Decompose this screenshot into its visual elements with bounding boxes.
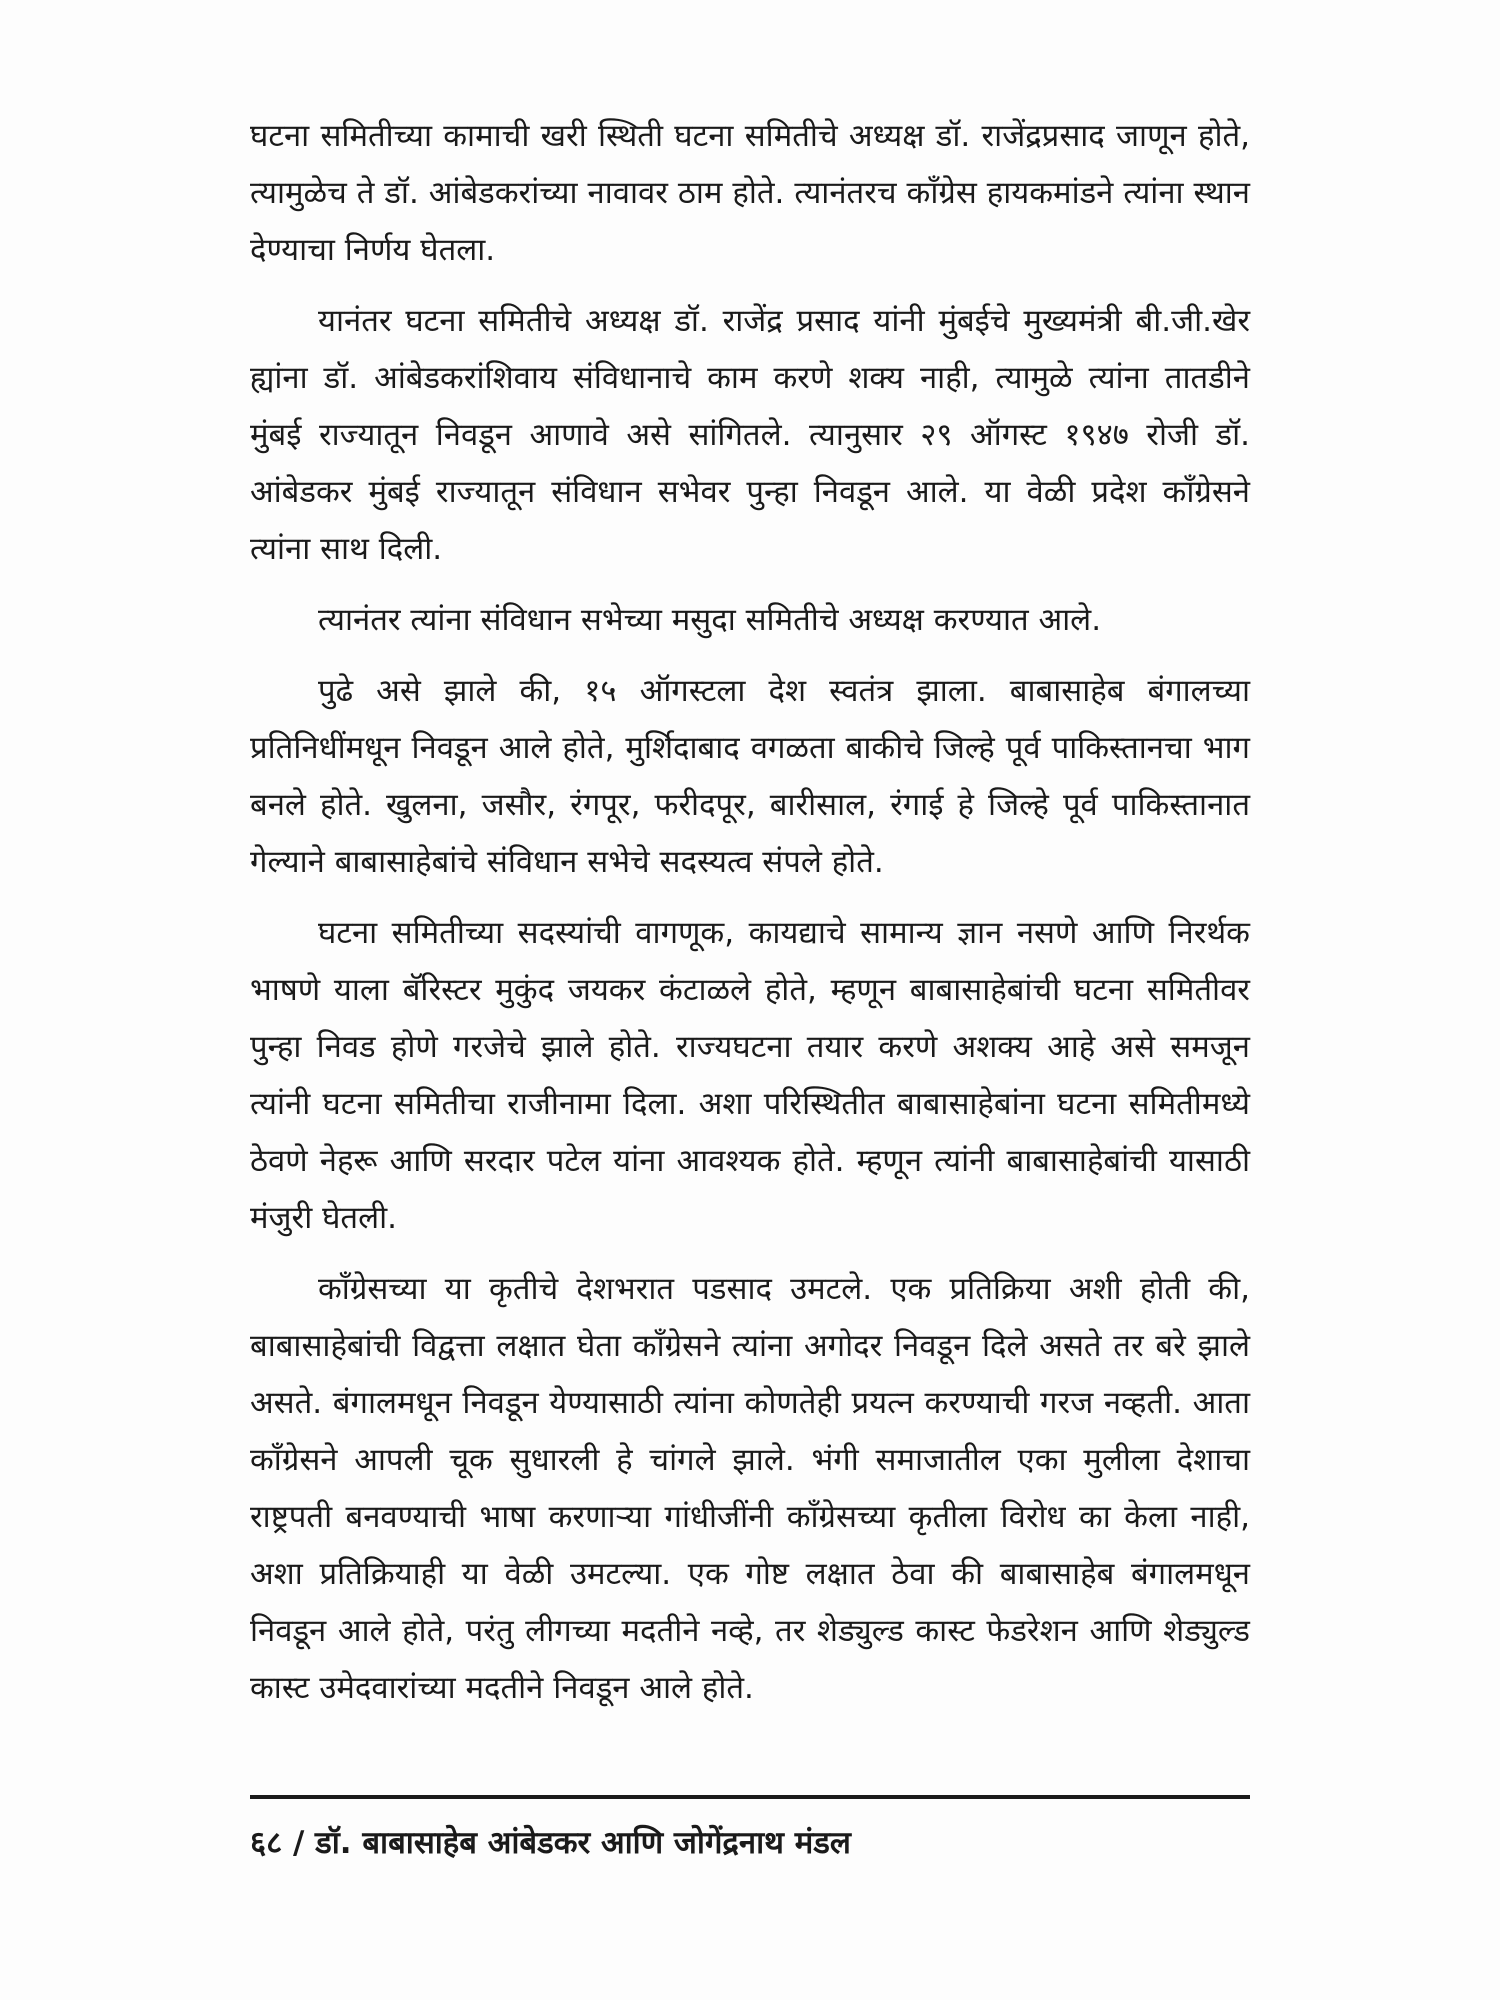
running-title: डॉ. बाबासाहेब आंबेडकर आणि जोगेंद्रनाथ मंडल [315, 1825, 851, 1861]
body-text [250, 108, 1250, 1731]
paragraph-2: यानंतर घटना समितीचे अध्यक्ष डॉ. राजेंद्र प्रसाद यांनी मुंबईचे मुख्यमंत्री बी.जी.खेर ह्यांना डॉ. आंबेडकरांशिवाय संविधानाचे काम करणे शक्य नाही, त्यामुळे त्यांना तातडीने मुंबई राज्यातून निवडून आणावे असे सांगितले. त्यानुसार २९ ऑगस्ट १९४७ रोजी डॉ. आंबेडकर मुंबई राज्यातून संविधान सभेवर पुन्हा निवडून आले. या वेळी प्रदेश काँग्रेसने त्यांना साथ दिली. [250, 303, 1250, 567]
paragraph-5: घटना समितीच्या सदस्यांची वागणूक, कायद्याचे सामान्य ज्ञान नसणे आणि निरर्थक भाषणे याला बॅरिस्टर मुकुंद जयकर कंटाळले होते, म्हणून बाबासाहेबांची घटना समितीवर पुन्हा निवड होणे गरजेचे झाले होते. राज्यघटना तयार करणे अशक्य आहे असे समजून त्यांनी घटना समितीचा राजीनामा दिला. अशा परिस्थितीत बाबासाहेबांना घटना समितीमध्ये ठेवणे नेहरू आणि सरदार पटेल यांना आवश्यक होते. म्हणून त्यांनी बाबासाहेबांची यासाठी मंजुरी घेतली. [250, 915, 1250, 1236]
paragraph-3: त्यानंतर त्यांना संविधान सभेच्या मसुदा समितीचे अध्यक्ष करण्यात आले. [318, 602, 1102, 638]
footer-separator: / [293, 1825, 305, 1861]
page-footer [250, 1818, 1250, 1868]
paragraph-1: घटना समितीच्या कामाची खरी स्थिती घटना समितीचे अध्यक्ष डॉ. राजेंद्रप्रसाद जाणून होते, त्यामुळेच ते डॉ. आंबेडकरांच्या नावावर ठाम होते. त्यानंतरच काँग्रेस हायकमांडने त्यांना स्थान देण्याचा निर्णय घेतला. [250, 118, 1250, 268]
page-number: ६८ [250, 1825, 283, 1861]
paragraph-6: काँग्रेसच्या या कृतीचे देशभरात पडसाद उमटले. एक प्रतिक्रिया अशी होती की, बाबासाहेबांची विद्वत्ता लक्षात घेता काँग्रेसने त्यांना अगोदर निवडून दिले असते तर बरे झाले असते. बंगालमधून निवडून येण्यासाठी त्यांना कोणतेही प्रयत्न करण्याची गरज नव्हती. आता काँग्रेसने आपली चूक सुधारली हे चांगले झाले. भंगी समाजातील एका मुलीला देशाचा राष्ट्रपती बनवण्याची भाषा करणाऱ्या गांधीजींनी काँग्रेसच्या कृतीला विरोध का केला नाही, अशा प्रतिक्रियाही या वेळी उमटल्या. एक गोष्ट लक्षात ठेवा की बाबासाहेब बंगालमधून निवडून आले होते, परंतु लीगच्या मदतीने नव्हे, तर शेड्युल्ड कास्ट फेडरेशन आणि शेड्युल्ड कास्ट उमेदवारांच्या मदतीने निवडून आले होते. [250, 1271, 1250, 1706]
paragraph-4: पुढे असे झाले की, १५ ऑगस्टला देश स्वतंत्र झाला. बाबासाहेब बंगालच्या प्रतिनिधींमधून निवडून आले होते, मुर्शिदाबाद वगळता बाकीचे जिल्हे पूर्व पाकिस्तानचा भाग बनले होते. खुलना, जसौर, रंगपूर, फरीदपूर, बारीसाल, रंगाई हे जिल्हे पूर्व पाकिस्तानात गेल्याने बाबासाहेबांचे संविधान सभेचे सदस्यत्व संपले होते. [250, 673, 1250, 880]
footer-divider [250, 1795, 1250, 1799]
